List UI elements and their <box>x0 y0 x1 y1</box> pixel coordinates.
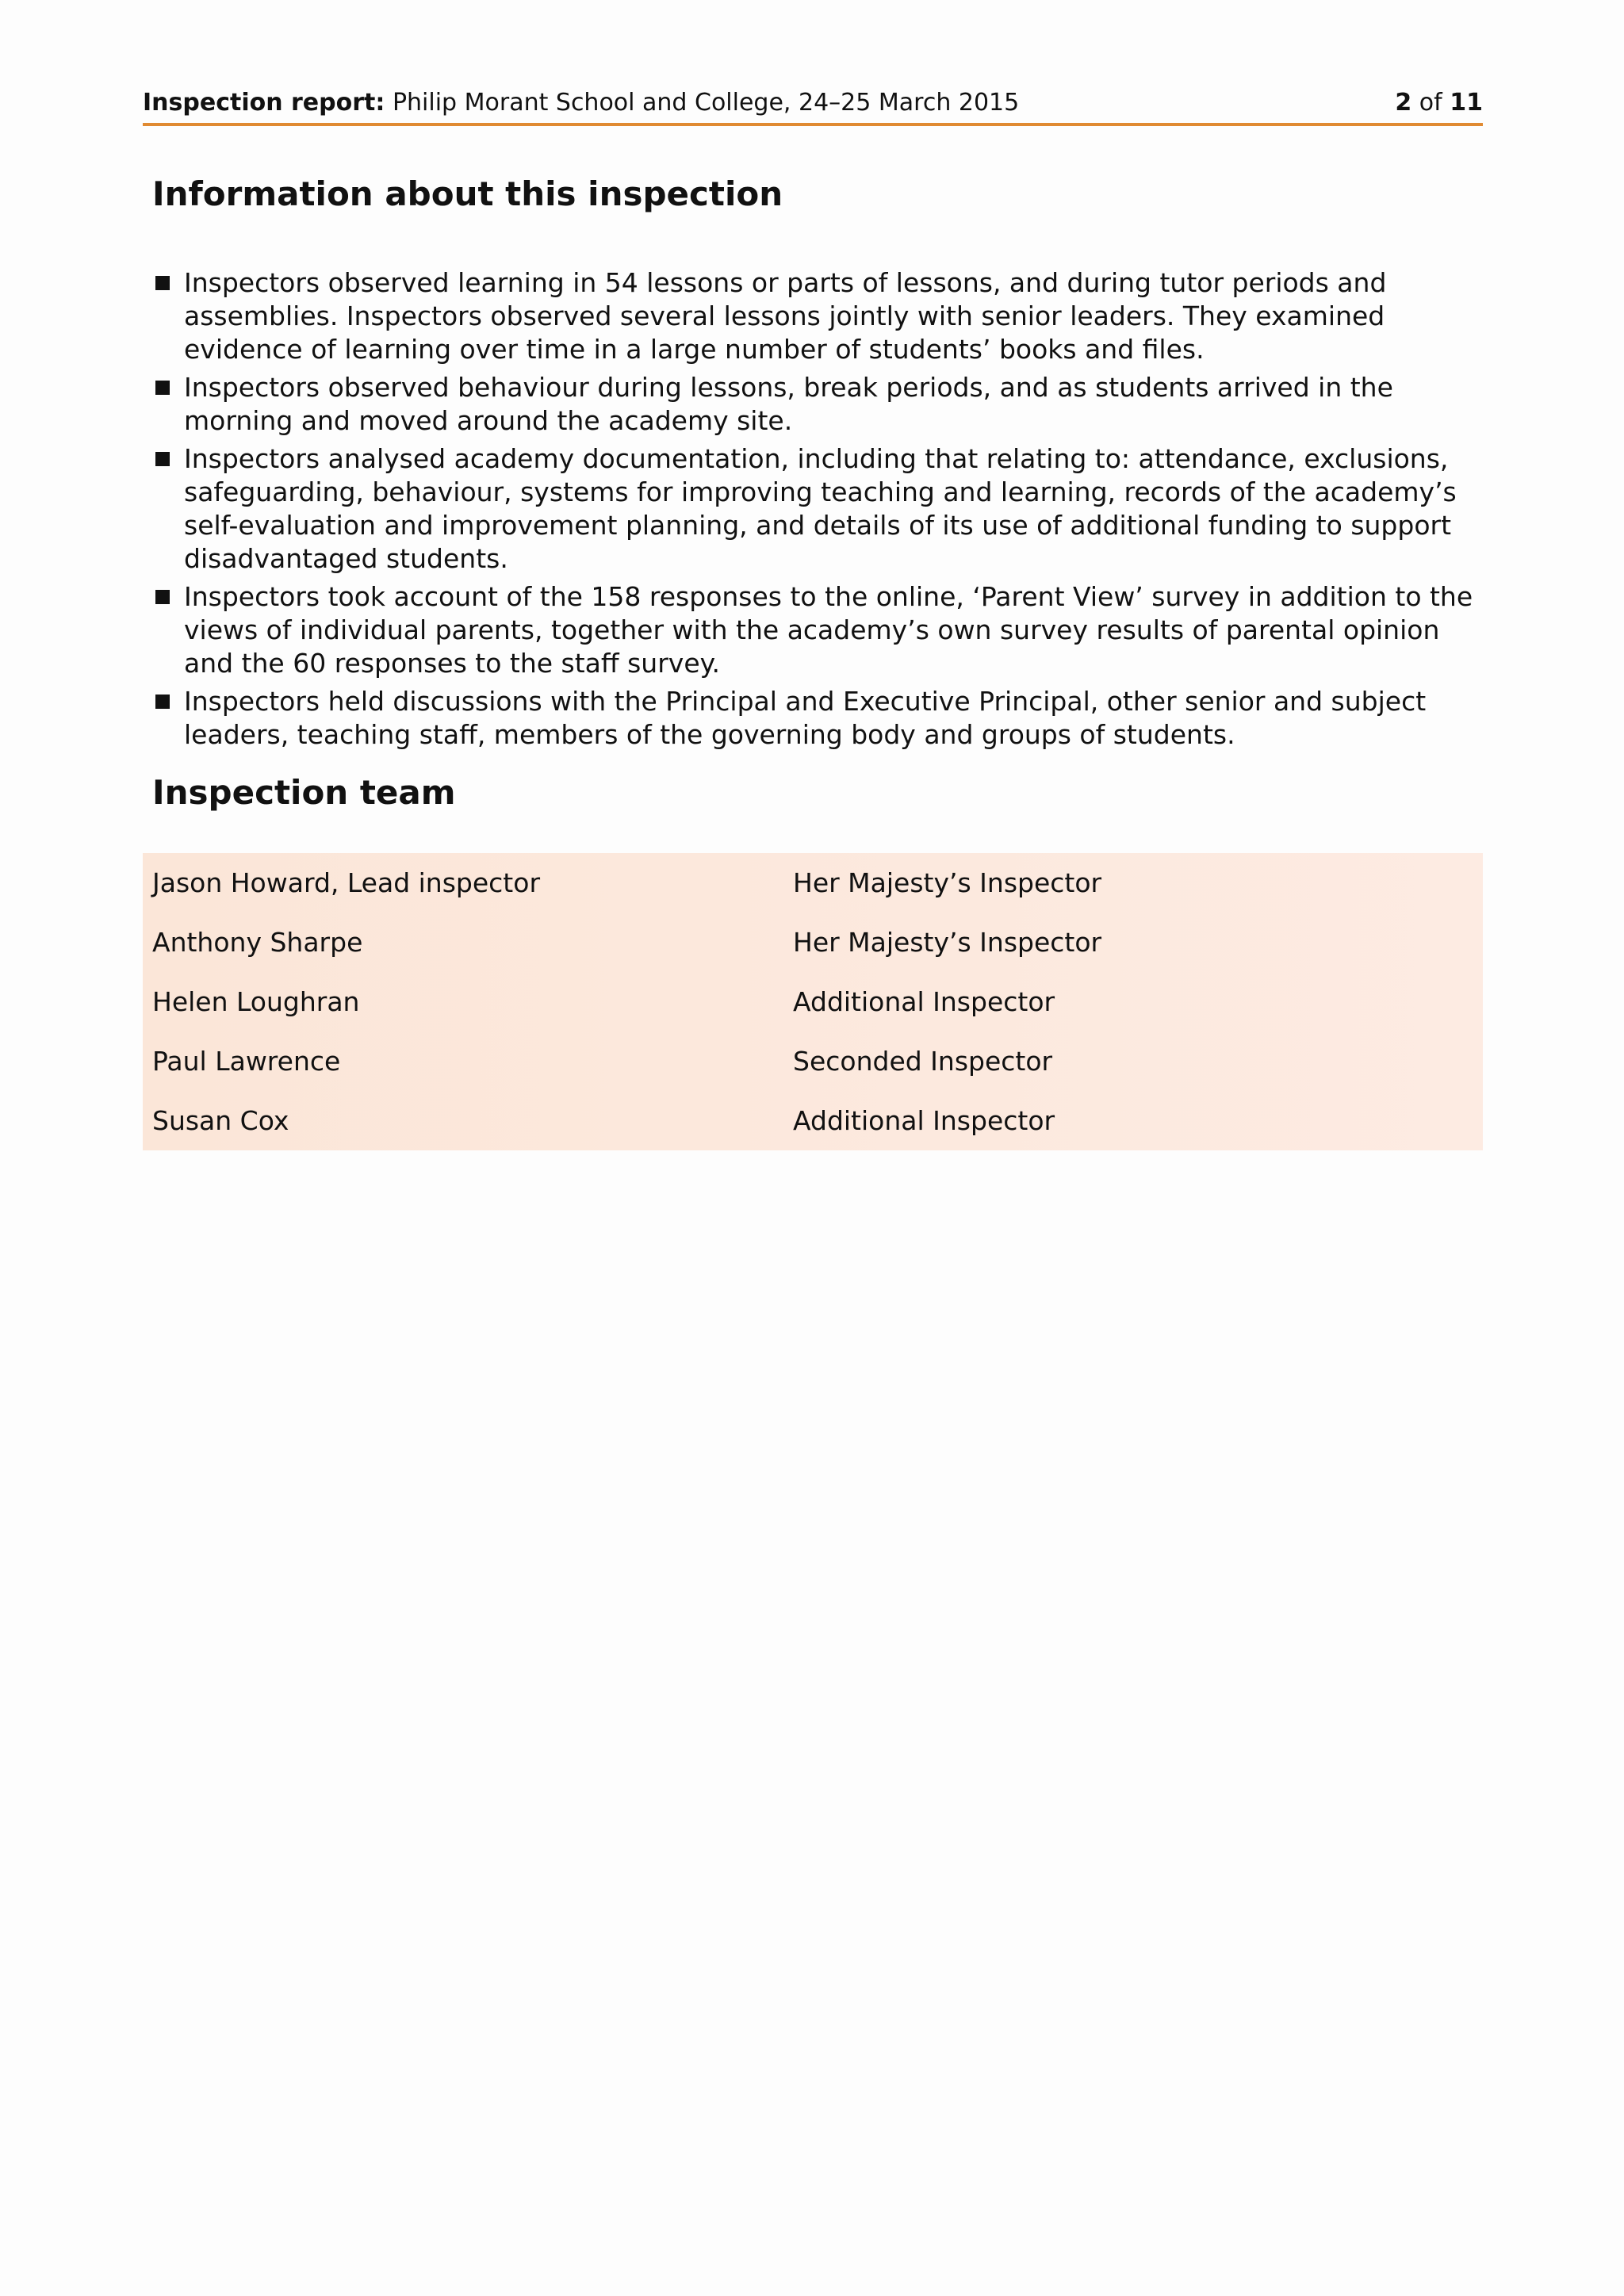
inspector-name: Susan Cox <box>152 1105 289 1136</box>
square-bullet-icon <box>155 381 170 395</box>
team-heading: Inspection team <box>152 773 456 812</box>
square-bullet-icon <box>155 695 170 709</box>
table-row <box>143 1091 1483 1150</box>
table-row <box>143 853 1483 913</box>
inspector-name: Jason Howard, Lead inspector <box>152 867 541 898</box>
inspector-name: Helen Loughran <box>152 986 360 1017</box>
inspector-role: Additional Inspector <box>793 1105 1055 1136</box>
list-item-text: Inspectors analysed academy documentation, including that relating to: attendance, exclusions, safeguarding, behaviour, systems for improving teaching and learning, records of the academy’s self-evaluation and improvement planning, and details of its use of additional funding to support disadvantaged students. <box>184 443 1457 574</box>
page-header <box>143 83 1483 126</box>
list-item <box>152 580 1484 680</box>
table-row <box>143 1031 1483 1091</box>
list-item-text: Inspectors observed learning in 54 lessons or parts of lessons, and during tutor periods and assemblies. Inspectors observed several lessons jointly with senior leaders. They examined evidence of learning over time in a large number of students’ books and files. <box>184 267 1387 365</box>
header-label: Inspection report: <box>143 89 385 117</box>
square-bullet-icon <box>155 590 170 604</box>
page-of: of <box>1419 89 1442 117</box>
header-school-title: Philip Morant School and College, 24–25 March 2015 <box>392 89 1020 117</box>
page-current: 2 <box>1395 89 1412 117</box>
inspector-role: Seconded Inspector <box>793 1046 1053 1077</box>
list-item <box>152 371 1484 438</box>
inspection-team-table <box>143 853 1483 1150</box>
square-bullet-icon <box>155 452 170 466</box>
info-bullet-list <box>152 266 1484 756</box>
list-item <box>152 685 1484 752</box>
inspector-name: Paul Lawrence <box>152 1046 341 1077</box>
list-item <box>152 266 1484 366</box>
inspector-role: Additional Inspector <box>793 986 1055 1017</box>
inspector-role: Her Majesty’s Inspector <box>793 867 1102 898</box>
page-number <box>1395 83 1483 123</box>
list-item-text: Inspectors took account of the 158 responses to the online, ‘Parent View’ survey in addition to the views of individual parents, together with the academy’s own survey results of parental opinion and the 60 responses to the staff survey. <box>184 581 1473 679</box>
header-report-title <box>143 83 1019 123</box>
info-heading: Information about this inspection <box>152 174 783 213</box>
inspector-role: Her Majesty’s Inspector <box>793 927 1102 958</box>
square-bullet-icon <box>155 276 170 290</box>
table-row <box>143 913 1483 972</box>
list-item-text: Inspectors observed behaviour during lessons, break periods, and as students arrived in the morning and moved around the academy site. <box>184 372 1393 436</box>
inspector-name: Anthony Sharpe <box>152 927 363 958</box>
table-row <box>143 972 1483 1031</box>
page-total: 11 <box>1450 89 1483 117</box>
list-item-text: Inspectors held discussions with the Principal and Executive Principal, other senior and subject leaders, teaching staff, members of the governing body and groups of students. <box>184 686 1427 750</box>
list-item <box>152 442 1484 576</box>
